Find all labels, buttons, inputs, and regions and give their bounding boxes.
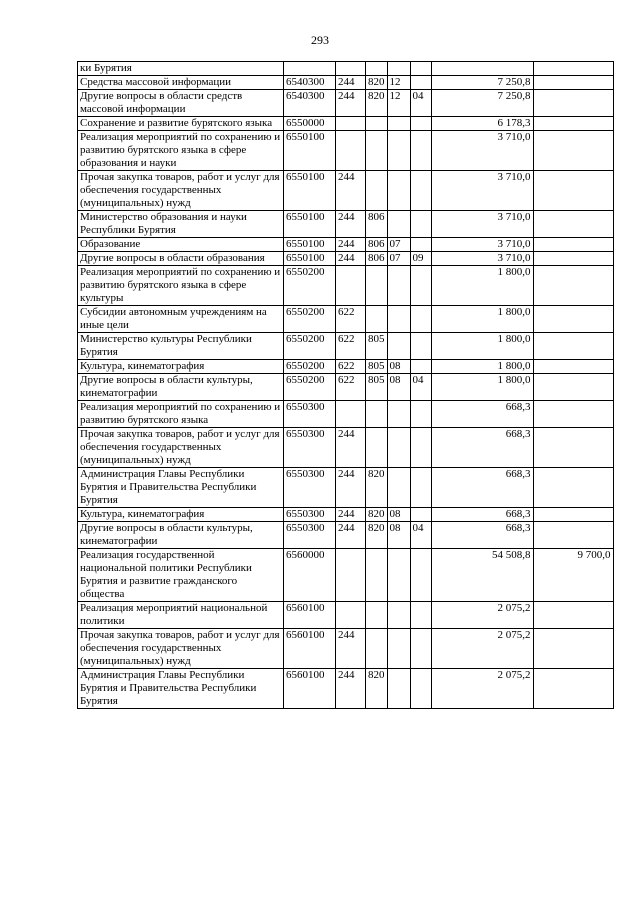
cell-target-article: 6550200 [284,360,336,374]
cell-expense-type [336,62,366,76]
cell-admin-code [366,306,388,333]
cell-expense-type [336,117,366,131]
cell-name: Другие вопросы в области образования [78,252,284,266]
cell-amount-extra [533,468,613,508]
cell-target-article: 6550300 [284,468,336,508]
table-row [78,333,614,360]
table-row [78,428,614,468]
cell-amount [431,62,533,76]
cell-section [387,131,410,171]
cell-name: Администрация Главы Республики Бурятия и Правительства Республики Бурятия [78,468,284,508]
cell-name: Реализация мероприятий по сохранению и развитию бурятского языка в сфере культуры [78,266,284,306]
cell-amount: 2 075,2 [431,669,533,709]
cell-amount: 668,3 [431,508,533,522]
cell-amount: 1 800,0 [431,374,533,401]
cell-name: Прочая закупка товаров, работ и услуг для обеспечения государственных (муниципальных) нужд [78,171,284,211]
cell-amount-extra [533,266,613,306]
cell-target-article: 6550300 [284,401,336,428]
cell-section [387,669,410,709]
table-row [78,131,614,171]
cell-subsection [410,238,431,252]
cell-expense-type: 244 [336,669,366,709]
table-row [78,508,614,522]
cell-name: Администрация Главы Республики Бурятия и Правительства Республики Бурятия [78,669,284,709]
cell-amount: 668,3 [431,468,533,508]
cell-amount-extra [533,629,613,669]
cell-amount-extra [533,171,613,211]
cell-target-article: 6550200 [284,266,336,306]
cell-expense-type: 244 [336,211,366,238]
cell-amount: 2 075,2 [431,602,533,629]
table-row [78,360,614,374]
table-row [78,90,614,117]
table-row [78,76,614,90]
cell-expense-type: 244 [336,238,366,252]
cell-name: Реализация мероприятий национальной политики [78,602,284,629]
cell-amount: 668,3 [431,428,533,468]
cell-expense-type: 622 [336,374,366,401]
table-row [78,468,614,508]
cell-section [387,171,410,211]
cell-amount-extra [533,62,613,76]
cell-amount: 668,3 [431,522,533,549]
cell-target-article: 6550300 [284,508,336,522]
cell-expense-type: 244 [336,522,366,549]
cell-amount: 3 710,0 [431,211,533,238]
cell-admin-code: 805 [366,360,388,374]
cell-section [387,117,410,131]
cell-admin-code [366,171,388,211]
cell-amount: 3 710,0 [431,131,533,171]
cell-section [387,629,410,669]
cell-name: Средства массовой информации [78,76,284,90]
table-row [78,211,614,238]
table-row [78,629,614,669]
cell-subsection [410,428,431,468]
cell-admin-code [366,549,388,602]
cell-section: 12 [387,76,410,90]
cell-expense-type: 244 [336,90,366,117]
cell-amount: 6 178,3 [431,117,533,131]
cell-target-article: 6550100 [284,131,336,171]
cell-name: ки Бурятия [78,62,284,76]
cell-amount-extra [533,428,613,468]
cell-admin-code: 806 [366,252,388,266]
cell-name: Реализация мероприятий по сохранению и развитию бурятского языка в сфере образования и науки [78,131,284,171]
cell-target-article: 6560100 [284,602,336,629]
cell-expense-type: 244 [336,468,366,508]
cell-target-article: 6550300 [284,522,336,549]
cell-admin-code: 820 [366,76,388,90]
cell-amount-extra [533,360,613,374]
cell-name: Сохранение и развитие бурятского языка [78,117,284,131]
table-row [78,374,614,401]
cell-amount: 1 800,0 [431,360,533,374]
cell-section: 08 [387,508,410,522]
cell-expense-type: 244 [336,171,366,211]
cell-expense-type: 244 [336,508,366,522]
table-row [78,266,614,306]
cell-subsection [410,401,431,428]
cell-amount-extra [533,117,613,131]
cell-amount-extra [533,669,613,709]
cell-name: Прочая закупка товаров, работ и услуг для обеспечения государственных (муниципальных) нужд [78,629,284,669]
cell-admin-code [366,428,388,468]
cell-amount-extra [533,238,613,252]
cell-subsection [410,508,431,522]
cell-name: Культура, кинематография [78,508,284,522]
cell-expense-type: 622 [336,360,366,374]
cell-target-article: 6550100 [284,171,336,211]
cell-subsection [410,131,431,171]
cell-subsection [410,468,431,508]
cell-subsection [410,602,431,629]
cell-admin-code [366,602,388,629]
cell-subsection [410,306,431,333]
cell-subsection: 04 [410,374,431,401]
cell-subsection [410,669,431,709]
cell-admin-code: 805 [366,374,388,401]
cell-subsection [410,171,431,211]
cell-name: Министерство культуры Республики Бурятия [78,333,284,360]
cell-subsection [410,629,431,669]
cell-amount-extra [533,306,613,333]
table-row [78,252,614,266]
cell-expense-type: 622 [336,306,366,333]
cell-expense-type [336,266,366,306]
cell-expense-type: 244 [336,76,366,90]
cell-admin-code: 806 [366,238,388,252]
cell-amount-extra [533,374,613,401]
cell-subsection [410,62,431,76]
table-row [78,62,614,76]
cell-amount-extra: 9 700,0 [533,549,613,602]
cell-amount: 7 250,8 [431,90,533,117]
cell-target-article: 6550000 [284,117,336,131]
cell-section [387,401,410,428]
cell-target-article: 6550200 [284,374,336,401]
cell-subsection [410,360,431,374]
cell-admin-code [366,401,388,428]
cell-name: Культура, кинематография [78,360,284,374]
cell-section [387,333,410,360]
cell-section [387,468,410,508]
cell-subsection [410,117,431,131]
table-row [78,401,614,428]
cell-target-article: 6540300 [284,90,336,117]
table-row [78,669,614,709]
cell-section: 08 [387,374,410,401]
cell-admin-code [366,62,388,76]
cell-expense-type: 244 [336,428,366,468]
cell-expense-type: 244 [336,629,366,669]
cell-name: Реализация мероприятий по сохранению и развитию бурятского языка [78,401,284,428]
cell-subsection: 09 [410,252,431,266]
cell-amount: 3 710,0 [431,238,533,252]
cell-admin-code: 820 [366,508,388,522]
cell-section: 08 [387,360,410,374]
cell-subsection [410,76,431,90]
cell-subsection [410,333,431,360]
table-row [78,306,614,333]
cell-amount-extra [533,508,613,522]
cell-amount: 7 250,8 [431,76,533,90]
cell-section [387,266,410,306]
cell-target-article: 6550100 [284,211,336,238]
cell-name: Другие вопросы в области средств массовой информации [78,90,284,117]
table-row [78,238,614,252]
cell-section [387,549,410,602]
cell-target-article: 6540300 [284,76,336,90]
cell-amount: 1 800,0 [431,333,533,360]
cell-section: 07 [387,252,410,266]
cell-amount-extra [533,131,613,171]
cell-target-article: 6550200 [284,333,336,360]
cell-amount: 3 710,0 [431,252,533,266]
cell-amount: 3 710,0 [431,171,533,211]
cell-amount-extra [533,401,613,428]
cell-section [387,428,410,468]
cell-name: Другие вопросы в области культуры, кинематографии [78,522,284,549]
cell-name: Министерство образования и науки Республики Бурятия [78,211,284,238]
cell-name: Прочая закупка товаров, работ и услуг для обеспечения государственных (муниципальных) нужд [78,428,284,468]
cell-amount-extra [533,76,613,90]
cell-target-article: 6550200 [284,306,336,333]
cell-amount: 1 800,0 [431,266,533,306]
cell-admin-code [366,266,388,306]
cell-expense-type [336,549,366,602]
budget-table-body [78,62,614,709]
cell-admin-code: 806 [366,211,388,238]
cell-expense-type [336,131,366,171]
cell-target-article: 6550300 [284,428,336,468]
cell-amount-extra [533,90,613,117]
cell-target-article: 6550100 [284,238,336,252]
table-row [78,522,614,549]
cell-amount-extra [533,522,613,549]
table-row [78,117,614,131]
page-number: 293 [311,33,329,47]
cell-section [387,602,410,629]
cell-subsection: 04 [410,522,431,549]
cell-amount: 2 075,2 [431,629,533,669]
cell-amount-extra [533,252,613,266]
table-row [78,171,614,211]
cell-target-article [284,62,336,76]
cell-target-article: 6560100 [284,669,336,709]
cell-admin-code: 820 [366,522,388,549]
cell-expense-type [336,602,366,629]
cell-name: Реализация государственной национальной политики Республики Бурятия и развитие гражданского общества [78,549,284,602]
cell-subsection [410,211,431,238]
cell-target-article: 6560000 [284,549,336,602]
table-row [78,549,614,602]
cell-amount-extra [533,333,613,360]
cell-name: Другие вопросы в области культуры, кинематографии [78,374,284,401]
cell-admin-code: 820 [366,90,388,117]
cell-target-article: 6550100 [284,252,336,266]
cell-section [387,62,410,76]
cell-name: Субсидии автономным учреждениям на иные цели [78,306,284,333]
cell-admin-code [366,131,388,171]
cell-amount-extra [533,211,613,238]
cell-target-article: 6560100 [284,629,336,669]
cell-amount: 54 508,8 [431,549,533,602]
cell-amount: 668,3 [431,401,533,428]
table-row [78,602,614,629]
cell-subsection [410,549,431,602]
cell-section: 07 [387,238,410,252]
cell-subsection [410,266,431,306]
cell-section [387,306,410,333]
cell-expense-type: 244 [336,252,366,266]
cell-section [387,211,410,238]
cell-section: 08 [387,522,410,549]
cell-admin-code [366,117,388,131]
cell-admin-code [366,629,388,669]
cell-admin-code: 820 [366,468,388,508]
cell-admin-code: 805 [366,333,388,360]
cell-expense-type [336,401,366,428]
cell-amount: 1 800,0 [431,306,533,333]
cell-name: Образование [78,238,284,252]
cell-subsection: 04 [410,90,431,117]
cell-amount-extra [533,602,613,629]
budget-table [77,61,614,709]
cell-admin-code: 820 [366,669,388,709]
cell-expense-type: 622 [336,333,366,360]
cell-section: 12 [387,90,410,117]
